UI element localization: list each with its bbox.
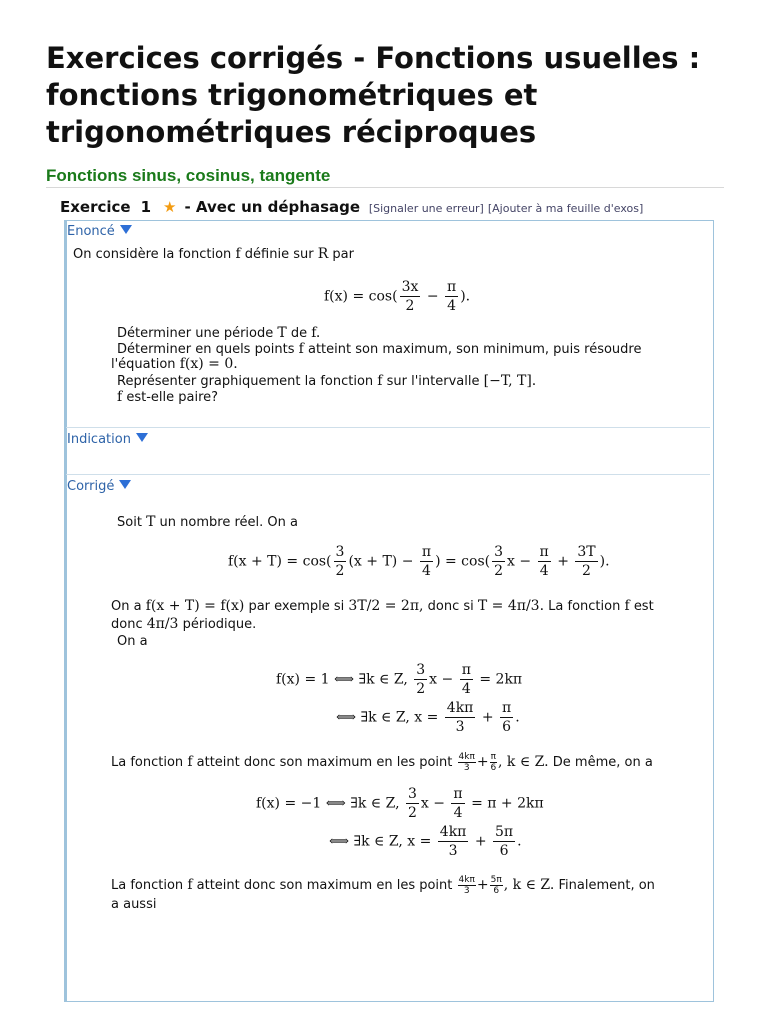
exercise-number: 1 (140, 198, 152, 216)
page-title: Exercices corrigés - Fonctions usuelles : fonctions trigonométriques et trigonométriques réciproques (46, 41, 701, 149)
equation-2: f(x) = 1 ⟺ ∃k ∈ Z, $\frac{3}{2}$ x − $\frac{\pi}{4}$ = 2kπ (276, 662, 523, 697)
enonce-label: Enoncé (67, 224, 115, 239)
corrige-toggle[interactable] (67, 479, 131, 494)
question-2-line1: Déterminer en quels points f atteint son maximum, son minimum, puis résoudre (117, 341, 642, 357)
enonce-intro: On considère la fonction f définie sur R par (73, 246, 354, 262)
pane-separator (66, 427, 710, 428)
indication-toggle[interactable] (67, 432, 148, 447)
corrige-line-6: La fonction f atteint donc son maximum en les point $\frac{4k\pi}{3}$ + $\frac{5\pi}{6}$ , k ∈ Z. Finalement, on (111, 875, 655, 896)
section-divider (46, 187, 724, 188)
question-4: f est-elle paire? (117, 389, 219, 405)
equation-5: ⟺ ∃k ∈ Z, x = $\frac{4k\pi}{3}$ + $\frac{5\pi}{6}$ . (329, 824, 522, 859)
equation-4: f(x) = −1 ⟺ ∃k ∈ Z, $\frac{3}{2}$ x − $\frac{\pi}{4}$ = π + 2kπ (256, 786, 544, 821)
triangle-down-icon (120, 225, 132, 234)
equation-1: f(x + T) = cos( $\frac{3}{2}$ (x + T) − $\frac{\pi}{4}$ ) = cos( $\frac{3}{2}$ x − $\frac{\pi}{4}$ + $\frac{3T}{2}$ ). (228, 544, 610, 579)
enonce-formula: f(x) = cos( $\frac{3x}{2}$ − $\frac{\pi}{4}$ ). (324, 279, 471, 314)
indication-label: Indication (67, 432, 131, 447)
equation-3: ⟺ ∃k ∈ Z, x = $\frac{4k\pi}{3}$ + $\frac{\pi}{6}$ . (336, 700, 520, 735)
star-icon: ★ (163, 198, 177, 216)
enonce-toggle[interactable] (67, 224, 132, 239)
corrige-label: Corrigé (67, 479, 115, 494)
question-1: Déterminer une période T de f. (117, 325, 321, 341)
corrige-line-1: Soit T un nombre réel. On a (117, 514, 298, 530)
add-to-sheet-link[interactable]: [Ajouter à ma feuille d'exos] (487, 202, 644, 215)
question-2-line2: l'équation f(x) = 0. (111, 356, 238, 372)
triangle-down-icon (136, 433, 148, 442)
report-error-link[interactable]: [Signaler une erreur] (368, 202, 484, 215)
corrige-line-7: a aussi (111, 897, 157, 912)
corrige-line-3: donc 4π/3 périodique. (111, 616, 257, 632)
exercise-word: Exercice (60, 198, 131, 216)
corrige-line-2: On a f(x + T) = f(x) par exemple si 3T/2 = 2π, donc si T = 4π/3. La fonction f est (111, 598, 654, 614)
question-3: Représenter graphiquement la fonction f sur l'intervalle [−T, T]. (117, 373, 537, 389)
corrige-line-4: On a (117, 634, 148, 649)
section-title: Fonctions sinus, cosinus, tangente (46, 166, 331, 185)
exercise-header (60, 198, 643, 216)
corrige-line-5: La fonction f atteint donc son maximum en les point $\frac{4k\pi}{3}$ + $\frac{\pi}{6}$ , k ∈ Z. De même, on a (111, 752, 653, 773)
pane-separator (66, 474, 710, 475)
exercise-title: - Avec un déphasage (184, 198, 361, 216)
triangle-down-icon (119, 480, 131, 489)
